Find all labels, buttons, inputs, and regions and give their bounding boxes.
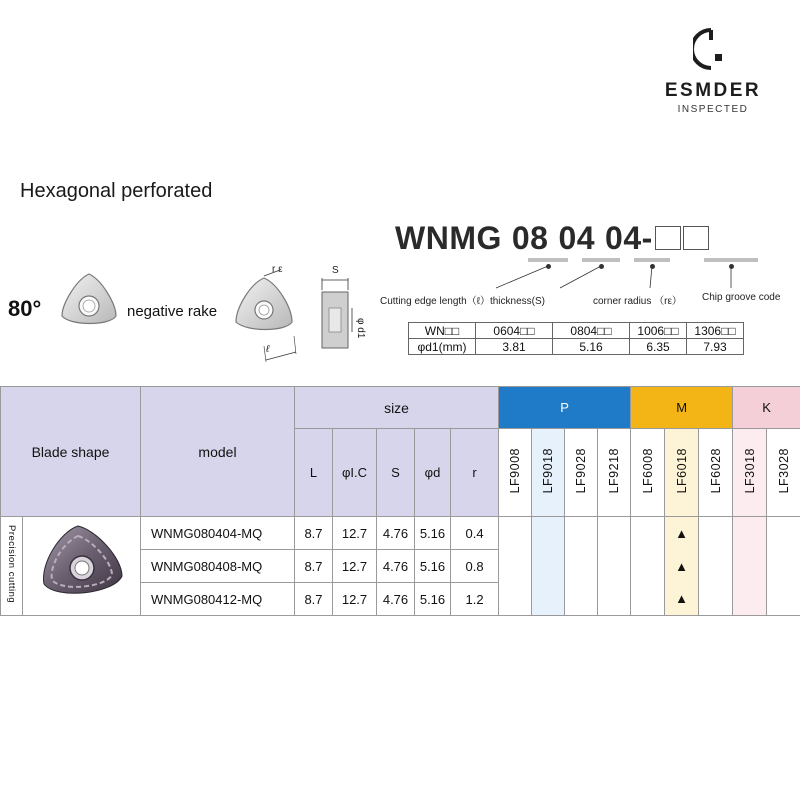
radius-label: r ε: [272, 264, 283, 275]
spec-cell: 0804□□: [553, 323, 630, 339]
spec-value-row: [409, 339, 744, 355]
group-header-m: M: [631, 387, 733, 429]
code-underline: [582, 258, 620, 262]
grade-cell: [631, 583, 665, 616]
spec-cell: 5.16: [553, 339, 630, 355]
grade-label: LF6018: [674, 448, 689, 494]
grade-cell: [733, 583, 767, 616]
grade-label: LF9218: [607, 448, 622, 494]
grade-header: [499, 429, 532, 517]
brand-subtitle: INSPECTED: [677, 104, 749, 115]
size-col-l: L: [295, 429, 333, 517]
value-cell: 5.16: [415, 550, 451, 583]
spec-cell: 0604□□: [476, 323, 553, 339]
grade-cell: [733, 517, 767, 550]
grade-cell: [598, 517, 631, 550]
value-cell: 12.7: [333, 583, 377, 616]
spec-cell: WN□□: [409, 323, 476, 339]
value-cell: 12.7: [333, 550, 377, 583]
spec-cell: 1006□□: [630, 323, 687, 339]
grade-cell: [532, 517, 565, 550]
value-cell: 5.16: [415, 517, 451, 550]
size-col-d: φd: [415, 429, 451, 517]
spec-cell: 1306□□: [687, 323, 744, 339]
spec-table: [408, 322, 744, 355]
value-cell: 8.7: [295, 550, 333, 583]
value-cell: 0.8: [451, 550, 499, 583]
size-col-ic: φI.C: [333, 429, 377, 517]
grade-cell: [699, 583, 733, 616]
grade-cell: [699, 550, 733, 583]
grade-cell: [733, 550, 767, 583]
grade-mark: ▲: [665, 550, 699, 583]
grade-label: LF9008: [508, 448, 523, 494]
size-col-s: S: [377, 429, 415, 517]
model-cell: WNMG080404-MQ: [141, 517, 295, 550]
grade-cell: [631, 517, 665, 550]
code-prefix: WNMG: [395, 220, 502, 256]
grade-cell: [499, 583, 532, 616]
grade-label: LF9018: [541, 448, 556, 494]
side-label-cell: [1, 517, 23, 616]
grade-label: LF6008: [640, 448, 655, 494]
code-underline: [634, 258, 670, 262]
chip-groove-label: Chip groove code: [702, 292, 781, 303]
grade-cell: [767, 550, 800, 583]
size-header: size: [295, 387, 499, 429]
grade-header: [598, 429, 631, 517]
group-header-k: K: [733, 387, 800, 429]
grade-cell: [767, 517, 800, 550]
grade-cell: [499, 517, 532, 550]
code-designation: [395, 220, 709, 257]
grade-header: [532, 429, 565, 517]
grade-cell: [767, 583, 800, 616]
code-size: 08: [511, 220, 549, 256]
group-header-p: P: [499, 387, 631, 429]
grade-mark: ▲: [665, 517, 699, 550]
blade-shape-header: Blade shape: [1, 387, 141, 517]
spec-cell: 6.35: [630, 339, 687, 355]
rake-label: negative rake: [127, 303, 218, 320]
model-cell: WNMG080412-MQ: [141, 583, 295, 616]
model-header: model: [141, 387, 295, 517]
spec-header-row: [409, 323, 744, 339]
model-cell: WNMG080408-MQ: [141, 550, 295, 583]
grade-label: LF3018: [742, 448, 757, 494]
chip-groove-box: [655, 226, 681, 250]
size-col-r: r: [451, 429, 499, 517]
grade-cell: [499, 550, 532, 583]
table-header-row: [1, 387, 800, 429]
product-table: [0, 386, 800, 616]
spec-cell: φd1(mm): [409, 339, 476, 355]
grade-header: [631, 429, 665, 517]
trigon-insert-icon: [56, 270, 122, 336]
grade-header: [699, 429, 733, 517]
insert-photo-icon: [34, 520, 130, 610]
grade-cell: [598, 550, 631, 583]
chip-groove-box: [683, 226, 709, 250]
side-label: Precision cutting: [6, 525, 17, 604]
value-cell: 8.7: [295, 517, 333, 550]
value-cell: 5.16: [415, 583, 451, 616]
value-cell: 0.4: [451, 517, 499, 550]
angle-label: 80°: [8, 296, 42, 321]
value-cell: 8.7: [295, 583, 333, 616]
grade-label: LF9028: [574, 448, 589, 494]
thickness-label: S: [332, 265, 339, 276]
grade-cell: [565, 550, 598, 583]
grade-header: [665, 429, 699, 517]
grade-cell: [699, 517, 733, 550]
grade-mark: ▲: [665, 583, 699, 616]
grade-cell: [631, 550, 665, 583]
spec-cell: 7.93: [687, 339, 744, 355]
grade-header: [767, 429, 800, 517]
code-leader-lines: [490, 266, 740, 292]
value-cell: 4.76: [377, 550, 415, 583]
value-cell: 1.2: [451, 583, 499, 616]
grade-header: [565, 429, 598, 517]
page-title: Hexagonal perforated: [20, 180, 213, 202]
table-row: [1, 517, 800, 550]
grade-cell: [532, 583, 565, 616]
length-label: ℓ: [266, 344, 270, 355]
code-radius: 04-: [605, 220, 653, 256]
value-cell: 12.7: [333, 517, 377, 550]
grade-cell: [565, 583, 598, 616]
brand-logo: [656, 26, 770, 118]
grade-header: [733, 429, 767, 517]
value-cell: 4.76: [377, 517, 415, 550]
grade-cell: [598, 583, 631, 616]
cutting-edge-label: Cutting edge length（ℓ）thickness(S): [380, 296, 545, 307]
blade-image-cell: [23, 517, 141, 616]
spec-cell: 3.81: [476, 339, 553, 355]
grade-cell: [565, 517, 598, 550]
brand-name: ESMDER: [664, 80, 762, 101]
code-thickness: 04: [558, 220, 596, 256]
grade-label: LF3028: [776, 448, 791, 494]
diameter-label: φ d1: [355, 318, 366, 339]
code-underline: [528, 258, 568, 262]
grade-label: LF6028: [708, 448, 723, 494]
value-cell: 4.76: [377, 583, 415, 616]
insert-side-view-icon: [318, 268, 368, 354]
corner-radius-label: corner radius （rε）: [593, 296, 682, 307]
brand-mark-icon: [693, 26, 733, 72]
code-underline: [704, 258, 758, 262]
grade-cell: [532, 550, 565, 583]
